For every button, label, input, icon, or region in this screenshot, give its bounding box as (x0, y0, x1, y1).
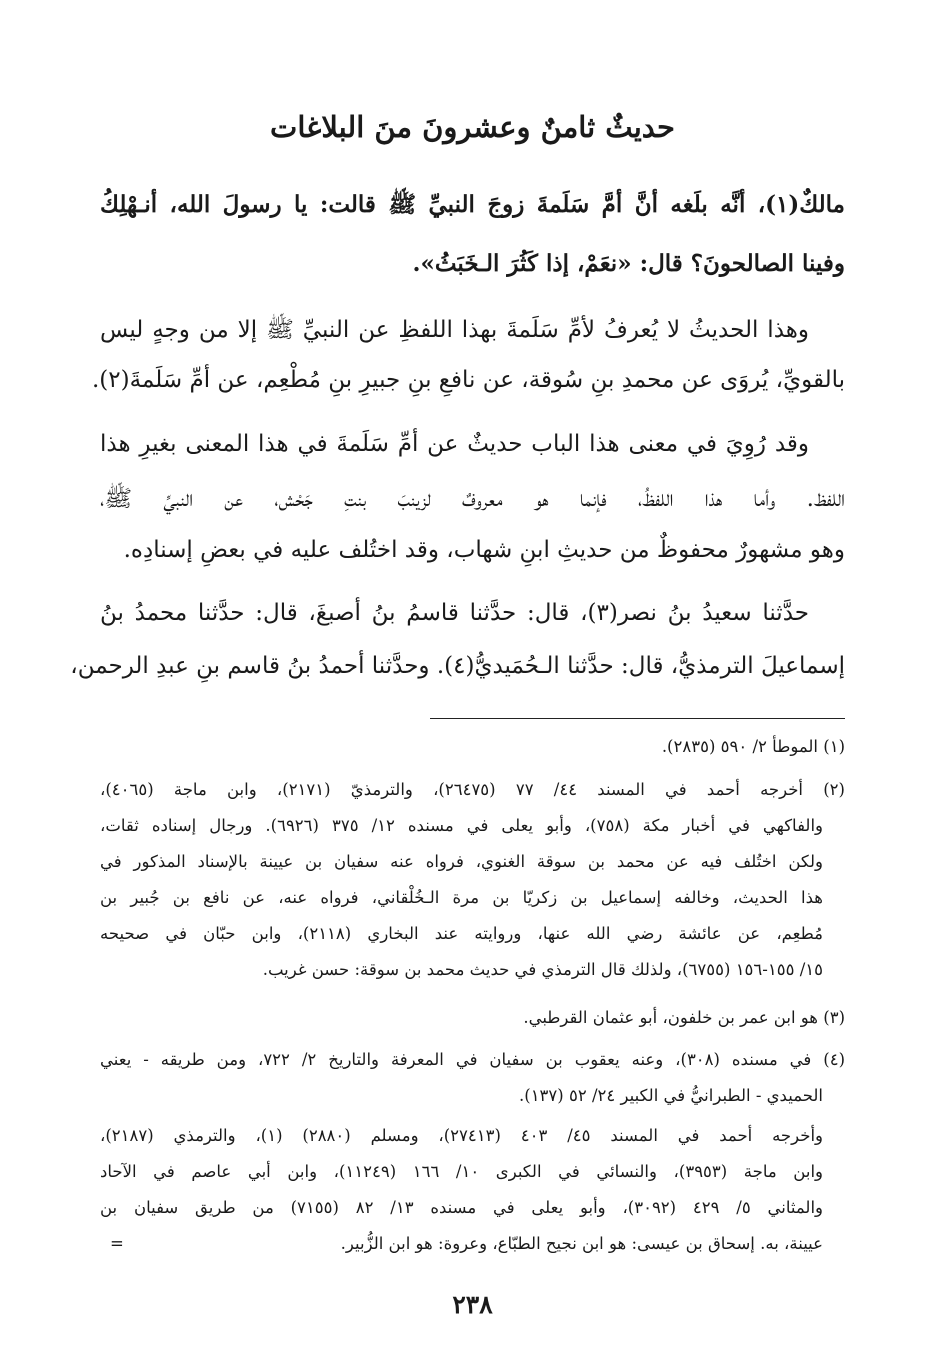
footnote-2-line-4: هذا الحديث، وخالفه إسماعيل بن زكريّا بن مرة الـخُلْقاني، فرواه عنه، عن نافع بن جُبير بن (100, 888, 823, 907)
continuation-mark: = (110, 1234, 124, 1253)
footnote-4-line-1: (٤) في مسنده (٣٠٨)، وعنه يعقوب بن سفيان في المعرفة والتاريخ ٢/ ٧٢٢، ومن طريقه - يعني (100, 1050, 845, 1069)
paragraph-2-line-1: وهذا الحديثُ لا يُعرفُ لأمِّ سَلَمةَ بهذا اللفظِ عن النبيِّ ﷺ إلا من وجهٍ ليس (100, 317, 809, 343)
paragraph-1-line-1: مالكٌ(١)، أنَّه بلَغه أنَّ أمَّ سَلَمةَ زوجَ النبيِّ ﷺ قالت: يا رسولَ الله، أنـهْلِكُ (100, 191, 845, 218)
footnote-divider (430, 718, 845, 719)
page-title: حديثٌ ثامنٌ وعشرونَ منَ البلاغات (270, 110, 675, 144)
paragraph-3-line-1: وقد رُوِيَ في معنى هذا الباب حديثٌ عن أمِّ سَلَمةَ في هذا المعنى بغيرِ هذا (100, 431, 809, 457)
paragraph-3-line-3: وهو مشهورٌ محفوظٌ من حديثِ ابنِ شهاب، وقد اختُلف عليه في بعضِ إسنادِه. (123, 537, 845, 563)
footnote-4-cont-line-1: وأخرجه أحمد في المسند ٤٥/ ٤٠٣ (٢٧٤١٣)، ومسلم (٢٨٨٠) (١)، والترمذي (٢١٨٧)، (100, 1126, 823, 1145)
footnote-2-line-2: والفاكهي في أخبار مكة (٧٥٨)، وأبو يعلى في مسنده ١٢/ ٣٧٥ (٦٩٢٦). ورجال إسناده ثقات، (100, 816, 824, 835)
page-number: ٢٣٨ (452, 1290, 493, 1319)
footnote-3: (٣) هو ابن عمر بن خلفون، أبو عثمان القرطبي. (523, 1008, 845, 1027)
footnote-4-cont-line-3: والمثاني ٥/ ٤٢٩ (٣٠٩٢)، وأبو يعلى في مسنده ١٣/ ٨٢ (٧١٥٥) من طريق سفيان بن (100, 1198, 823, 1217)
footnote-2-line-1: (٢) أخرجه أحمد في المسند ٤٤/ ٧٧ (٢٦٤٧٥)، والترمذيّ (٢١٧١)، وابن ماجة (٤٠٦٥)، (100, 780, 845, 799)
document-page (70, 0, 845, 1371)
footnote-4-cont-line-2: وابن ماجة (٣٩٥٣)، والنسائي في الكبرى ١٠/ ١٦٦ (١١٢٤٩)، وابن أبي عاصم في الآحاد (100, 1162, 823, 1181)
footnote-4-line-2: الحميدي - الطبرانيُّ في الكبير ٢٤/ ٥٢ (١٣٧). (519, 1086, 823, 1105)
paragraph-3-line-2: اللفظ. وأما هذا اللفظُ، فإنما هو معروفٌ لزينبَ بنتِ جَحْش، عن النبيِّ ﷺ، (100, 486, 845, 512)
footnote-4-cont-line-4 (100, 1234, 845, 1253)
paragraph-2-line-2: بالقويِّ، يُروَى عن محمدِ بنِ سُوقة، عن نافعِ بنِ جبيرِ بنِ مُطْعِم، عن أمِّ سَلَمةَ(٢). (92, 367, 845, 393)
footnote-4-cont-line-4-text: عيينة، به. إسحاق بن عيسى: هو ابن نجيح الطبّاع، وعروة: هو ابن الزُّبير. (340, 1234, 823, 1253)
paragraph-4-line-1: حدَّثنا سعيدُ بنُ نصر(٣)، قال: حدَّثنا قاسمُ بنُ أصبغَ، قال: حدَّثنا محمدُ بنُ (100, 600, 809, 626)
paragraph-4-line-2: إسماعيلَ الترمذيُّ، قال: حدَّثنا الـحُمَيديُّ(٤). وحدَّثنا أحمدُ بنُ قاسم بنِ عبدِ الرحمن، (70, 653, 845, 679)
footnote-2-line-6: ١٥/ ١٥٥-١٥٦ (٦٧٥٥)، ولذلك قال الترمذي في حديث محمد بن سوقة: حسن غريب. (262, 960, 823, 979)
footnote-1: (١) الموطأ ٢/ ٥٩٠ (٢٨٣٥). (661, 737, 845, 756)
paragraph-1-line-2: وفينا الصالحونَ؟ قال: «نعَمْ، إذا كَثُرَ الـخَبَثُ». (412, 250, 845, 277)
footnote-2-line-3: ولكن اختُلف فيه عن محمد بن سوقة الغنوي، فرواه عنه سفيان بن عيينة بالإسناد المذكور في (100, 852, 823, 871)
footnote-2-line-5: مُطعِم، عن عائشة رضي الله عنها، وروايته عند البخاري (٢١١٨)، وابن حبّان في صحيحه (100, 924, 823, 943)
